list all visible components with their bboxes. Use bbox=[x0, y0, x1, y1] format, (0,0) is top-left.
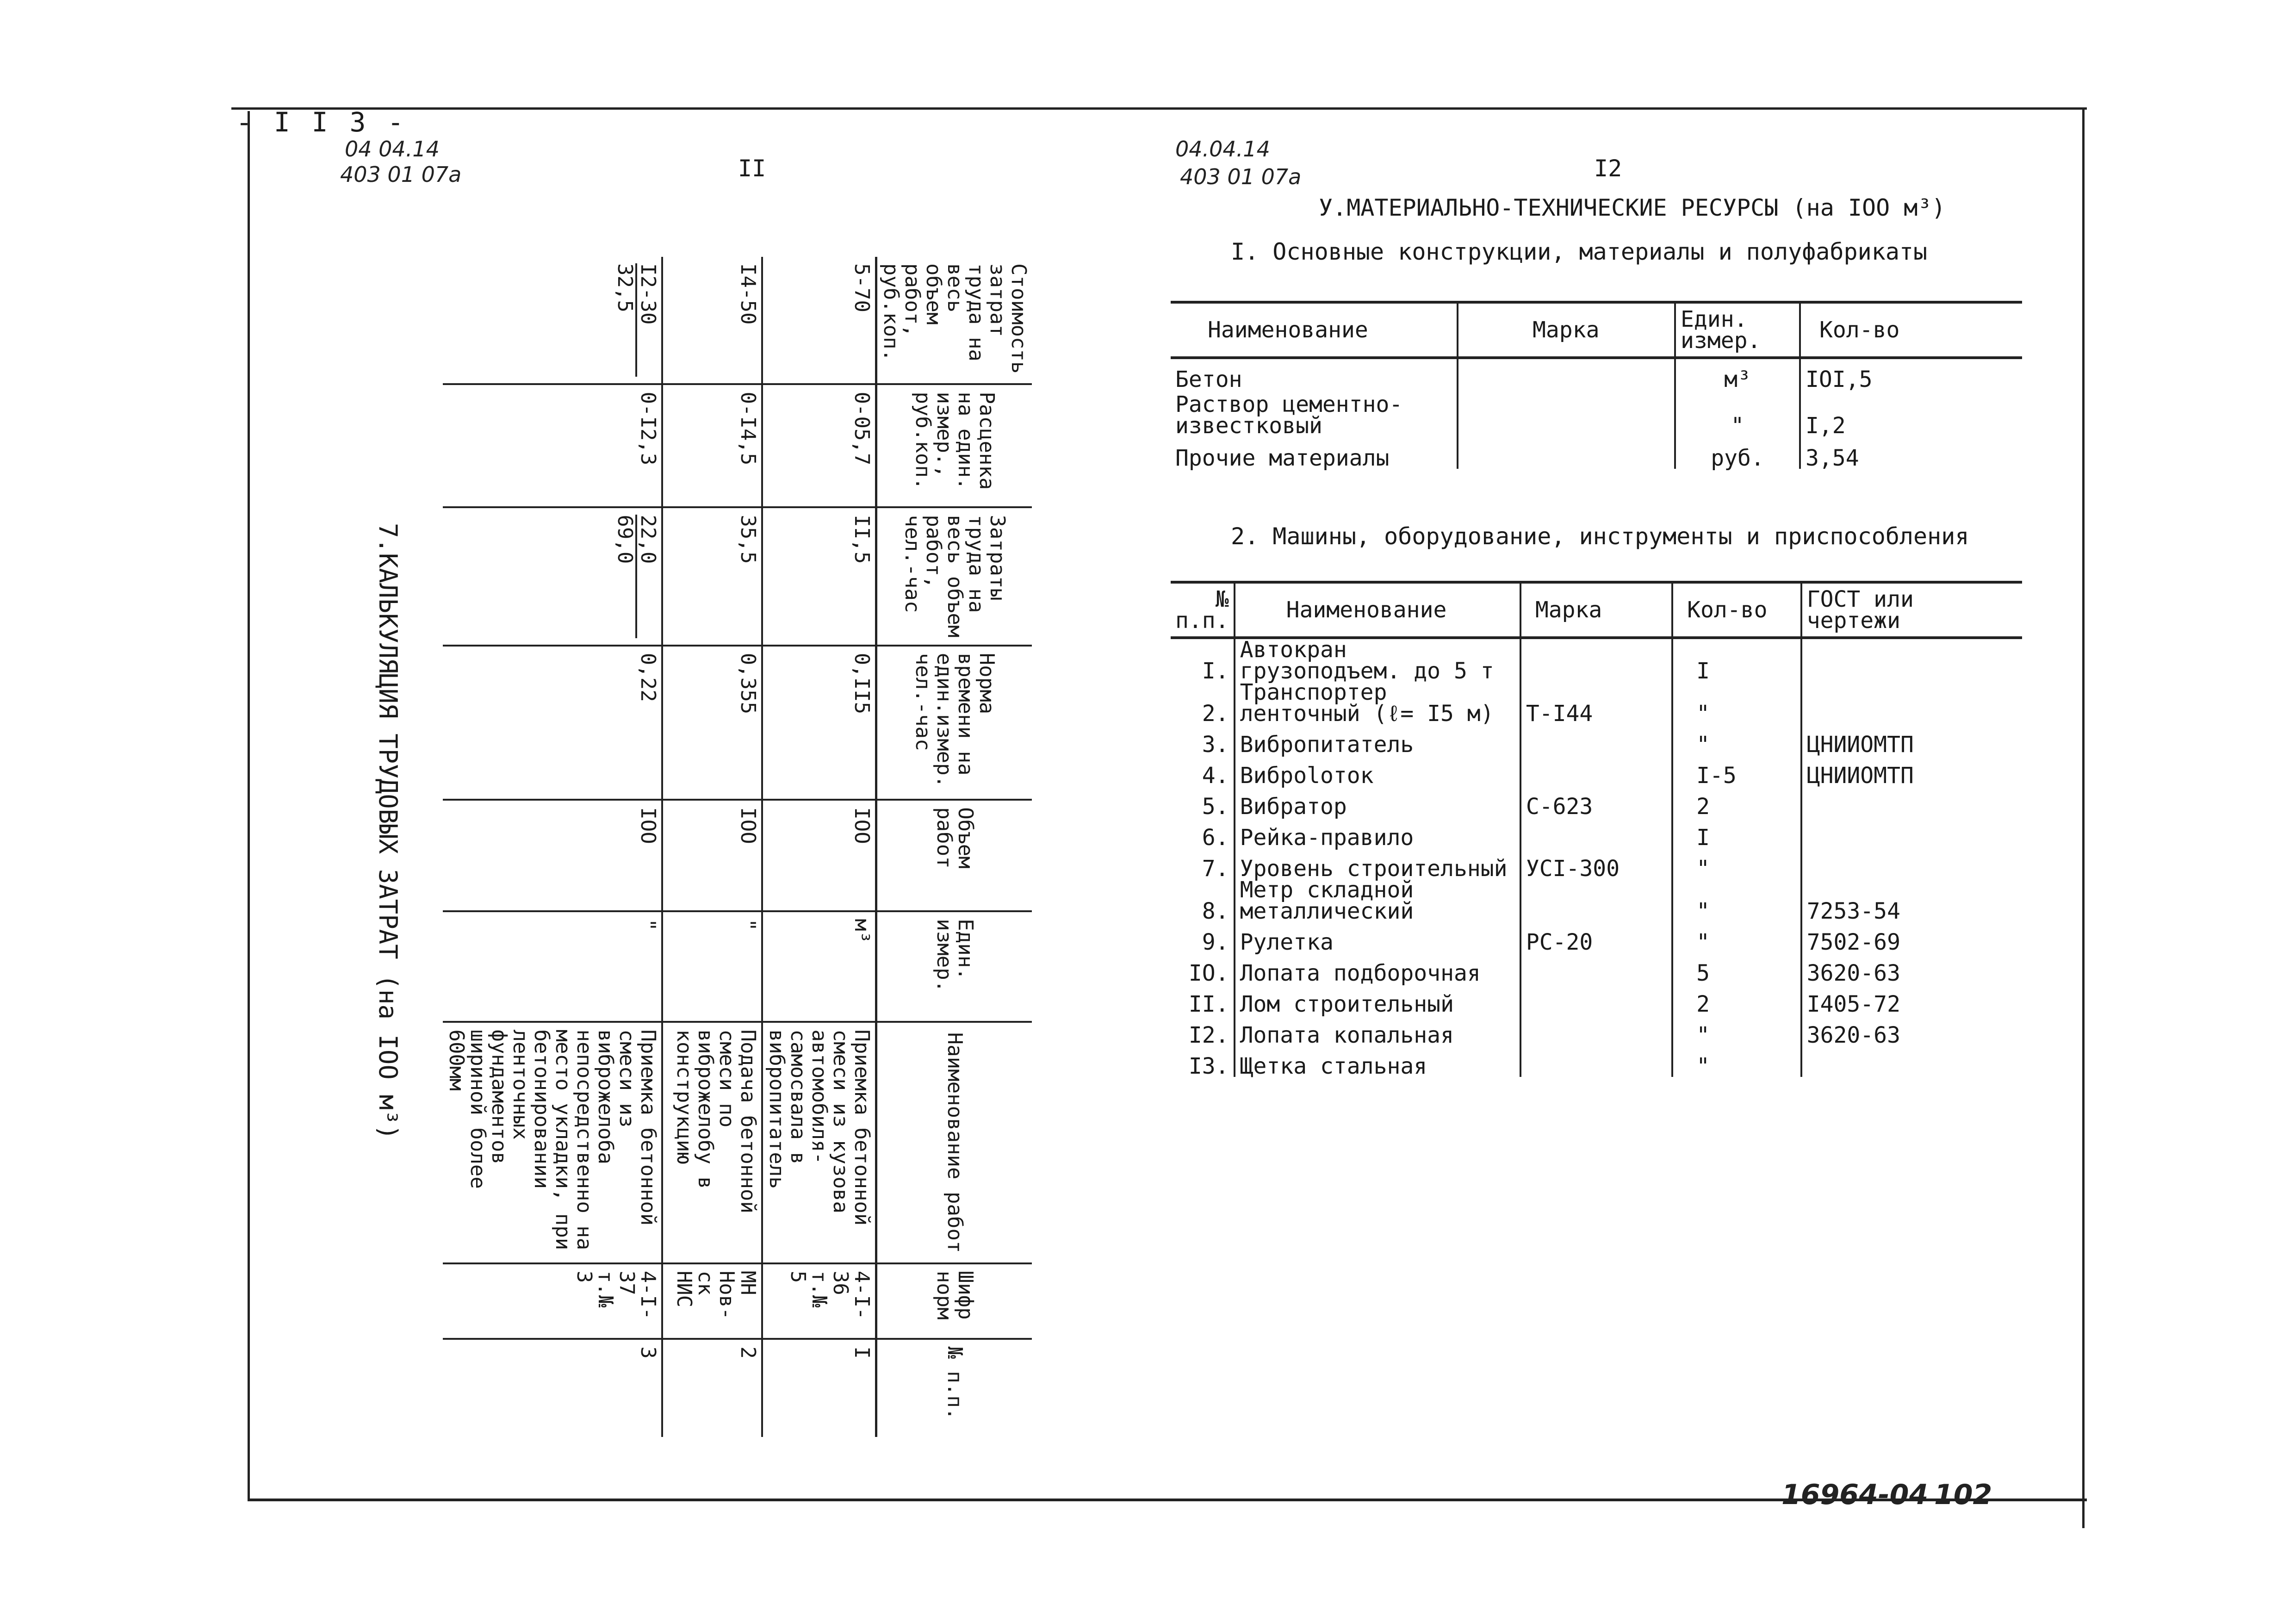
equipment-table-header bbox=[1171, 582, 2022, 638]
equipment-cell-gost: ЦНИИОМТП bbox=[1801, 755, 2022, 786]
right-page-number: I2 bbox=[1594, 155, 1622, 182]
equipment-cell-name: Щетка стальная bbox=[1235, 1046, 1520, 1077]
col-name: Наименование работ bbox=[876, 1022, 1032, 1263]
col-n: № п.п. bbox=[876, 1339, 1032, 1437]
equipment-cell-name: Виброloток bbox=[1235, 755, 1520, 786]
equipment-cell-qty: 2 bbox=[1672, 984, 1801, 1015]
left-page-code-2: 403 01 07а bbox=[340, 162, 462, 187]
equipment-cell-qty: " bbox=[1672, 1015, 1801, 1046]
right-section-title: У.МАТЕРИАЛЬНО-ТЕХНИЧЕСКИЕ РЕСУРСЫ (на IOO м³) bbox=[1319, 194, 1946, 221]
labor-table-header bbox=[876, 257, 1032, 1437]
mat-col-qty: Кол-во bbox=[1800, 302, 2022, 358]
equipment-cell-mark bbox=[1520, 984, 1672, 1015]
labor-cell-code: МН Нов-ск НИС bbox=[662, 1263, 762, 1339]
equipment-cell-name: Лопата копальная bbox=[1235, 1015, 1520, 1046]
labor-cell-name: Подача бетонной смеси по виброжелобу в конструкцию bbox=[662, 1022, 762, 1263]
labor-cell-code: 4-I-36 т.№ 5 bbox=[762, 1263, 876, 1339]
equipment-cell-gost: I405-72 bbox=[1801, 984, 2022, 1015]
equipment-cell-n: 2. bbox=[1202, 701, 1229, 727]
eq-col-n: № п.п. bbox=[1171, 582, 1235, 638]
labor-cell-norm: 0,355 bbox=[662, 646, 762, 800]
subsection-1-title: I. Основные конструкции, материалы и полуфабрикаты bbox=[1231, 238, 1928, 265]
mat-col-unit: Един. измер. bbox=[1675, 302, 1800, 358]
labor-cell-norm: 0,22 bbox=[443, 646, 662, 800]
labor-cell-n: I bbox=[762, 1339, 876, 1437]
equipment-cell-mark bbox=[1520, 817, 1672, 848]
equipment-cell-gost bbox=[1801, 848, 2022, 879]
materials-cell-qty: I,2 bbox=[1800, 390, 2022, 436]
frame-top-line bbox=[231, 107, 2087, 110]
page-number: - I I 3 - bbox=[236, 106, 407, 138]
equipment-cell-mark bbox=[1520, 953, 1672, 984]
fraction-numerator: 22,0 bbox=[635, 515, 658, 638]
equipment-cell-n: 9. bbox=[1202, 929, 1229, 955]
labor-cell-rate: 0-05,7 bbox=[762, 384, 876, 507]
eq-col-name: Наименование bbox=[1235, 582, 1520, 638]
labor-cell-norm: 0,II5 bbox=[762, 646, 876, 800]
equipment-cell-qty: " bbox=[1672, 724, 1801, 755]
equipment-cell-name: Рулетка bbox=[1235, 922, 1520, 953]
equipment-cell-name: Лопата подборочная bbox=[1235, 953, 1520, 984]
labor-cell-cost: 5-70 bbox=[762, 257, 876, 384]
labor-cell-rate: 0-I4,5 bbox=[662, 384, 762, 507]
frame-right-line bbox=[2082, 107, 2085, 1528]
equipment-cell-name: Автокран грузоподъем. до 5 т bbox=[1235, 638, 1520, 682]
labor-table-row bbox=[662, 257, 762, 1437]
equipment-cell-name: Вибропитатель bbox=[1235, 724, 1520, 755]
materials-cell-qty: IOI,5 bbox=[1800, 358, 2022, 390]
materials-row bbox=[1171, 436, 2022, 469]
equipment-cell-gost: 7502-69 bbox=[1801, 922, 2022, 953]
equipment-cell-mark: РС-20 bbox=[1520, 922, 1672, 953]
materials-cell-name: Бетон bbox=[1175, 367, 1242, 392]
equipment-cell-n: IO. bbox=[1188, 960, 1229, 986]
footer-doc-code: 16964-04 bbox=[1781, 1479, 1929, 1511]
equipment-cell-n: 5. bbox=[1202, 794, 1229, 820]
fraction-denominator: 69,0 bbox=[613, 515, 637, 564]
materials-cell-unit: руб. bbox=[1675, 436, 1800, 469]
equipment-cell-gost bbox=[1801, 1046, 2022, 1077]
equipment-cell-mark bbox=[1520, 755, 1672, 786]
left-page-code-1: 04 04.14 bbox=[345, 137, 440, 162]
equipment-cell-gost bbox=[1801, 817, 2022, 848]
labor-cost-calculation bbox=[445, 257, 1032, 1437]
equipment-cell-name: Транспортер ленточный (ℓ= I5 м) bbox=[1235, 682, 1520, 724]
equipment-cell-name: Лом строительный bbox=[1235, 984, 1520, 1015]
equipment-cell-qty: I bbox=[1672, 638, 1801, 682]
equipment-row bbox=[1171, 984, 2022, 1015]
materials-cell-mark bbox=[1458, 358, 1675, 390]
eq-col-gost: ГОСТ или чертежи bbox=[1801, 582, 2022, 638]
fraction-numerator: I2-30 bbox=[635, 263, 658, 377]
equipment-cell-gost: 3620-63 bbox=[1801, 953, 2022, 984]
labor-cell-code: 4-I-37 т.№ 3 bbox=[443, 1263, 662, 1339]
col-volume: Объем работ bbox=[876, 800, 1032, 911]
right-page-code-2: 403 01 07а bbox=[1180, 164, 1302, 189]
right-page-code-1: 04.04.14 bbox=[1175, 137, 1270, 162]
materials-table-header bbox=[1171, 302, 2022, 358]
equipment-cell-name: Рейка-правило bbox=[1235, 817, 1520, 848]
footer-page-number: 102 bbox=[1934, 1479, 1992, 1511]
materials-cell-name: Прочие материалы bbox=[1175, 445, 1390, 471]
equipment-cell-n: 7. bbox=[1202, 856, 1229, 882]
subsection-2-title: 2. Машины, оборудование, инструменты и приспособления bbox=[1231, 523, 1969, 550]
equipment-cell-qty: 2 bbox=[1672, 786, 1801, 817]
equipment-cell-qty: 5 bbox=[1672, 953, 1801, 984]
equipment-cell-mark bbox=[1520, 638, 1672, 682]
equipment-row bbox=[1171, 879, 2022, 922]
labor-table-row bbox=[762, 257, 876, 1437]
equipment-row bbox=[1171, 638, 2022, 682]
equipment-cell-mark bbox=[1520, 1046, 1672, 1077]
equipment-cell-gost bbox=[1801, 786, 2022, 817]
equipment-row bbox=[1171, 848, 2022, 879]
equipment-cell-n: I2. bbox=[1188, 1022, 1229, 1048]
equipment-row bbox=[1171, 755, 2022, 786]
col-norm: Норма времени на един.измер. чел.-час bbox=[876, 646, 1032, 800]
equipment-row bbox=[1171, 682, 2022, 724]
equipment-cell-qty: " bbox=[1672, 682, 1801, 724]
left-page-roman: II bbox=[738, 155, 766, 182]
materials-cell-name: Раствор цементно-известковый bbox=[1175, 392, 1403, 439]
eq-col-qty: Кол-во bbox=[1672, 582, 1801, 638]
labor-cell-volume: IOO bbox=[443, 800, 662, 911]
labor-cell-rate: 0-I2,3 bbox=[443, 384, 662, 507]
col-code: Шифр норм bbox=[876, 1263, 1032, 1339]
equipment-cell-gost bbox=[1801, 638, 2022, 682]
frame-left-line bbox=[248, 111, 250, 1499]
labor-cell-labor bbox=[443, 507, 662, 645]
equipment-cell-name: Метр складной металлический bbox=[1235, 879, 1520, 922]
equipment-row bbox=[1171, 817, 2022, 848]
equipment-cell-n: 6. bbox=[1202, 825, 1229, 851]
equipment-cell-qty: " bbox=[1672, 922, 1801, 953]
equipment-cell-gost: 3620-63 bbox=[1801, 1015, 2022, 1046]
materials-cell-unit: м³ bbox=[1675, 358, 1800, 390]
mat-col-name: Наименование bbox=[1171, 302, 1458, 358]
equipment-cell-n: 8. bbox=[1202, 898, 1229, 924]
equipment-cell-n: I. bbox=[1202, 658, 1229, 684]
equipment-cell-gost: 7253-54 bbox=[1801, 879, 2022, 922]
labor-cell-volume: IOO bbox=[762, 800, 876, 911]
materials-cell-qty: 3,54 bbox=[1800, 436, 2022, 469]
materials-row bbox=[1171, 390, 2022, 436]
equipment-row bbox=[1171, 1015, 2022, 1046]
equipment-cell-name: Вибратор bbox=[1235, 786, 1520, 817]
equipment-cell-qty: I-5 bbox=[1672, 755, 1801, 786]
left-title-box bbox=[352, 523, 407, 1140]
col-cost: Стоимость затрат труда на весь объем работ, руб.коп. bbox=[876, 257, 1032, 384]
equipment-row bbox=[1171, 953, 2022, 984]
equipment-cell-qty: " bbox=[1672, 848, 1801, 879]
labor-cell-name: Приемка бетонной смеси из виброжелоба непосредственно на место укладки, при бетонировании ленточных фундаментов шириной более 600мм bbox=[443, 1022, 662, 1263]
materials-cell-unit: " bbox=[1675, 390, 1800, 436]
equipment-cell-n: II. bbox=[1188, 991, 1229, 1017]
labor-cell-cost bbox=[443, 257, 662, 384]
equipment-table bbox=[1171, 581, 2022, 1077]
materials-row bbox=[1171, 358, 2022, 390]
labor-cell-n: 2 bbox=[662, 1339, 762, 1437]
equipment-cell-qty: " bbox=[1672, 879, 1801, 922]
fraction-denominator: 32,5 bbox=[613, 263, 637, 312]
labor-table bbox=[443, 257, 1032, 1437]
labor-cell-cost: I4-50 bbox=[662, 257, 762, 384]
col-labor: Затраты труда на весь объем работ, чел.-час bbox=[876, 507, 1032, 645]
labor-cell-labor: II,5 bbox=[762, 507, 876, 645]
equipment-cell-qty: I bbox=[1672, 817, 1801, 848]
equipment-cell-n: I3. bbox=[1188, 1053, 1229, 1079]
equipment-row bbox=[1171, 786, 2022, 817]
equipment-cell-mark: С-623 bbox=[1520, 786, 1672, 817]
equipment-row bbox=[1171, 724, 2022, 755]
equipment-cell-gost: ЦНИИОМТП bbox=[1801, 724, 2022, 755]
equipment-row bbox=[1171, 1046, 2022, 1077]
labor-table-row bbox=[443, 257, 662, 1437]
eq-col-mark: Марка bbox=[1520, 582, 1672, 638]
equipment-cell-mark bbox=[1520, 1015, 1672, 1046]
mat-col-mark: Марка bbox=[1458, 302, 1675, 358]
materials-cell-mark bbox=[1458, 436, 1675, 469]
equipment-cell-mark: Т-I44 bbox=[1520, 682, 1672, 724]
labor-cell-unit: " bbox=[662, 911, 762, 1022]
equipment-cell-name: Уровень строительный bbox=[1235, 848, 1520, 879]
labor-cell-n: 3 bbox=[443, 1339, 662, 1437]
equipment-cell-n: 3. bbox=[1202, 732, 1229, 758]
labor-cell-volume: IOO bbox=[662, 800, 762, 911]
materials-table bbox=[1171, 301, 2022, 469]
equipment-cell-qty: " bbox=[1672, 1046, 1801, 1077]
col-unit: Един. измер. bbox=[876, 911, 1032, 1022]
equipment-cell-gost bbox=[1801, 682, 2022, 724]
labor-cell-unit: " bbox=[443, 911, 662, 1022]
col-rate: Расценка на един. измер., руб.коп. bbox=[876, 384, 1032, 507]
labor-cell-name: Приемка бетонной смеси из кузова автомобиля-самосвала в вибропитатель bbox=[762, 1022, 876, 1263]
equipment-cell-mark bbox=[1520, 879, 1672, 922]
labor-cell-unit: м³ bbox=[762, 911, 876, 1022]
labor-cell-labor: 35,5 bbox=[662, 507, 762, 645]
equipment-cell-n: 4. bbox=[1202, 763, 1229, 789]
equipment-cell-mark bbox=[1520, 724, 1672, 755]
materials-cell-mark bbox=[1458, 390, 1675, 436]
equipment-row bbox=[1171, 922, 2022, 953]
equipment-cell-mark: УСI-300 bbox=[1520, 848, 1672, 879]
left-section-title: 7.КАЛЬКУЛЯЦИЯ ТРУДОВЫХ ЗАТРАТ (на IOO м³) bbox=[373, 523, 403, 1140]
